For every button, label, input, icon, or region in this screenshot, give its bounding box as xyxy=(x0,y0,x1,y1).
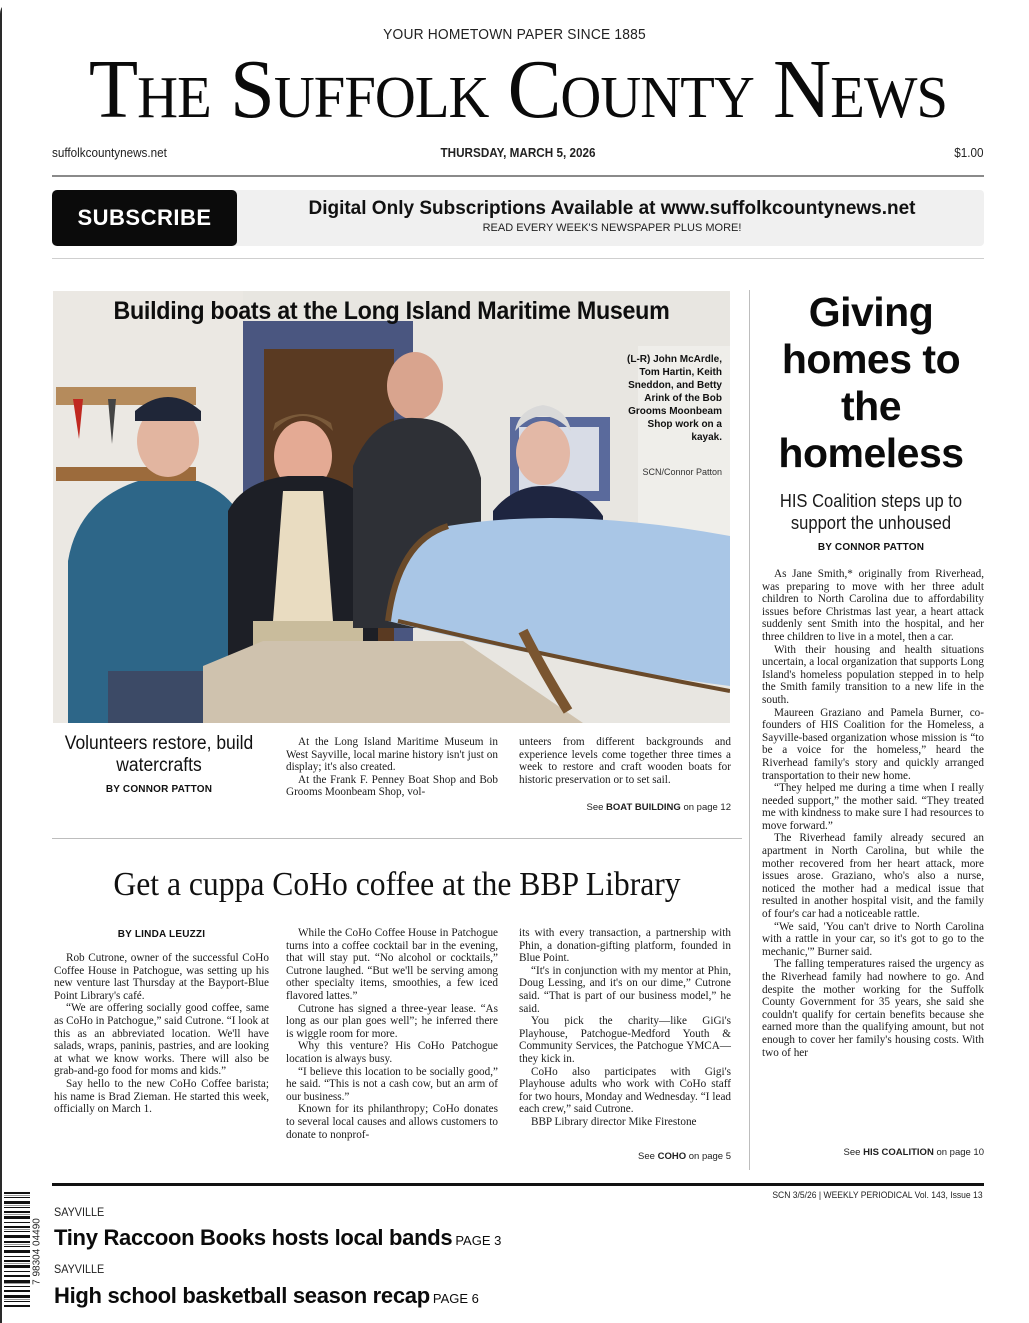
coho-story-column-2 xyxy=(286,927,498,1141)
paragraph: Maureen Graziano and Pamela Burner, co-founders of HIS Coalition for the Homeless, a Sayville-based organization whose mission is “to be a voice for the homeless,” heard the Riverhead family's story and quickly arranged transportation to their new home. xyxy=(762,706,984,782)
paragraph: its with every transaction, a partnership with Phin, a donation-gifting platform, founded in Blue Point. xyxy=(519,927,731,965)
paragraph: You pick the charity—like GiGi's Playhouse, Patchogue-Medford Youth & Community Services, the Patchogue YMCA—they kick in. xyxy=(519,1015,731,1065)
boat-story-byline: BY CONNOR PATTON xyxy=(105,784,213,795)
teaser-2-headline: High school basketball season recap xyxy=(54,1283,430,1308)
paragraph: “They helped me during a time when I really needed support,” the mother said. “They treated me with kindness to make sure I had resources to move forward.” xyxy=(762,782,984,832)
paragraph: Say hello to the new CoHo Coffee barista; his name is Brad Zieman. He started this week, officially on March 1. xyxy=(54,1077,269,1116)
jump-prefix: See xyxy=(586,802,604,813)
teaser-1-link[interactable] xyxy=(54,1225,501,1251)
paragraph: The falling temperatures raised the urgency as the Riverhead family had nowhere to go. And despite the mother working for the Suffolk County Government for 35 years, she said she couldn't qualify for certain benefits because she earned more than the qualifying amount, but not enough to cover her family's housing costs. With two of her xyxy=(762,958,984,1059)
photo-title: Building boats at the Long Island Maritime Museum xyxy=(113,297,670,325)
subscribe-subline: READ EVERY WEEK'S NEWSPAPER PLUS MORE! xyxy=(482,222,742,234)
paragraph: The Riverhead family already secured an apartment in North Carolina, but while the mother recovered from her heart attack, more issues arose. Graziano, who's also a nurse, noticed the mother had a medical issue that resulted in another hospital visit, and the family of four's car had a noticeable rattle. xyxy=(762,832,984,921)
paragraph: CoHo also participates with Gigi's Playhouse adults who work with CoHo staff for two hours, Monday and Wednesday. “I lead each crew,” said Cutrone. xyxy=(519,1065,731,1116)
homeless-story-body xyxy=(762,568,984,1059)
paragraph: unteers from different backgrounds and experience levels come together three times a week to restore and craft wooden boats for historic preservation or to set sail. xyxy=(519,736,731,786)
boat-story-column-2 xyxy=(519,736,731,786)
homeless-story-dek: HIS Coalition steps up to support the unhoused xyxy=(779,491,963,533)
jump-label: COHO xyxy=(657,1151,687,1162)
homeless-story-byline: BY CONNOR PATTON xyxy=(817,542,925,553)
jump-suffix: on page 12 xyxy=(683,802,731,813)
section-divider xyxy=(52,838,742,839)
paragraph: At the Frank F. Penney Boat Shop and Bob Grooms Moonbeam Shop, vol- xyxy=(286,773,498,799)
subscribe-banner[interactable] xyxy=(52,190,984,246)
photo-credit: SCN/Connor Patton xyxy=(642,467,722,477)
coho-story-byline: BY LINDA LEUZZI xyxy=(117,929,206,940)
lead-photo xyxy=(53,291,730,723)
paragraph: Known for its philanthropy; CoHo donates to several local causes and allows customers to donate to nonprof- xyxy=(286,1103,498,1141)
nameplate-title: The Suffolk County News xyxy=(88,43,948,136)
coho-story-column-1 xyxy=(54,952,269,1116)
paragraph: “I believe this location to be socially good,” he said. “This is not a cash cow, but an arm of our business.” xyxy=(286,1065,498,1103)
teaser-1-page: PAGE 3 xyxy=(455,1233,502,1248)
paragraph: “We are offering socially good coffee, same as CoHo in Patchogue,” said Cutrone. “I look at this as an abbreviated location. We'll have salads, wraps, paninis, pastries, and are looking at what we know works. There will also be grab-and-go food for moms and kids.” xyxy=(54,1002,270,1078)
teaser-1-kicker: SAYVILLE xyxy=(54,1205,105,1219)
coho-story-jump-link[interactable] xyxy=(519,1151,731,1162)
homeless-story-jump-link[interactable] xyxy=(762,1147,984,1158)
teaser-2-kicker: SAYVILLE xyxy=(54,1262,105,1276)
paragraph: Rob Cutrone, owner of the successful CoHo Coffee House in Patchogue, was setting up his new venture last Thursday at the Bayport-Blue Point Library's café. xyxy=(54,952,269,1002)
issue-date: THURSDAY, MARCH 5, 2026 xyxy=(440,145,596,160)
paragraph: With their housing and health situations uncertain, a local organization that supports Long Island's homeless population stepped in to help the Smith family transition to a new life in the south. xyxy=(762,643,984,706)
paragraph: Why this venture? His CoHo Patchogue location is always busy. xyxy=(286,1040,498,1065)
jump-prefix: See xyxy=(843,1147,861,1158)
website-link[interactable]: suffolkcountynews.net xyxy=(52,145,167,160)
paragraph: Cutrone has signed a three-year lease. “As long as our plan goes well”; he inferred there is wiggle room for more. xyxy=(286,1002,498,1040)
paragraph: At the Long Island Maritime Museum in West Sayville, local marine history isn't just on display; it's also created. xyxy=(286,736,498,774)
barcode-digits xyxy=(30,1190,44,1320)
boat-story-headline[interactable]: Volunteers restore, build watercrafts xyxy=(64,733,254,776)
homeless-story-headline[interactable]: Giving homes to the homeless xyxy=(778,289,964,476)
subscribe-button[interactable]: SUBSCRIBE xyxy=(52,190,237,246)
subscribe-headline: Digital Only Subscriptions Available at www.suffolkcountynews.net xyxy=(308,198,916,219)
jump-label: BOAT BUILDING xyxy=(606,802,681,813)
column-divider xyxy=(749,290,750,1170)
boat-story-column-1 xyxy=(286,736,498,799)
footer-rule xyxy=(52,1183,984,1186)
boat-story-jump-link[interactable] xyxy=(519,802,731,813)
masthead-tagline: YOUR HOMETOWN PAPER SINCE 1885 xyxy=(383,26,646,43)
paragraph: BBP Library director Mike Firestone xyxy=(531,1115,697,1128)
paragraph: “It's in conjunction with my mentor at Phin, Doug Lessing, and it's on our dime,” Cutrone said. “That is part of our business model,” he said. xyxy=(519,964,731,1015)
jump-suffix: on page 10 xyxy=(936,1147,984,1158)
masthead-nameplate xyxy=(52,43,984,136)
teaser-2-page: PAGE 6 xyxy=(432,1291,479,1306)
banner-rule xyxy=(52,258,984,259)
masthead-meta xyxy=(52,145,984,163)
teaser-2-link[interactable] xyxy=(54,1283,479,1309)
coho-story-headline[interactable]: Get a cuppa CoHo coffee at the BBP Library xyxy=(113,866,681,903)
masthead-rule xyxy=(52,175,984,177)
paragraph: “We said, 'You can't drive to North Carolina with a rattle in your car, so it's got to go to the mechanic,'” Burner said. xyxy=(762,920,984,958)
page-edge xyxy=(0,0,14,1323)
coho-story-column-3 xyxy=(519,927,731,1129)
paragraph: While the CoHo Coffee House in Patchogue turns into a coffee cocktail bar in the evening, that will stay put. “No alcohol or cocktails,” Cutrone laughed. “But we'll be serving among other specialty items, smoothies, a few iced flavored lattes.” xyxy=(286,927,498,1002)
jump-prefix: See xyxy=(638,1151,655,1162)
barcode-number: 7 98304 04490 xyxy=(31,1218,43,1285)
paragraph: As Jane Smith,* originally from Riverhead, was preparing to move with her three adult children to North Carolina due to affordability issues before Christmas last year, a heart attack suddenly sent Smith into the hospital, and her three children to live in a motel, then a car. xyxy=(762,568,984,643)
photo-caption: (L-R) John McArdle, Tom Hartin, Keith Sneddon, and Betty Arink of the Bob Grooms Moonbeam Shop work on a kayak. xyxy=(627,354,722,443)
jump-suffix: on page 5 xyxy=(688,1151,731,1162)
jump-label: HIS COALITION xyxy=(863,1147,934,1158)
issue-price: $1.00 xyxy=(954,145,984,160)
teaser-1-headline: Tiny Raccoon Books hosts local bands xyxy=(54,1225,453,1250)
folio-line: SCN 3/5/26 | WEEKLY PERIODICAL Vol. 143, Issue 13 xyxy=(772,1190,983,1201)
